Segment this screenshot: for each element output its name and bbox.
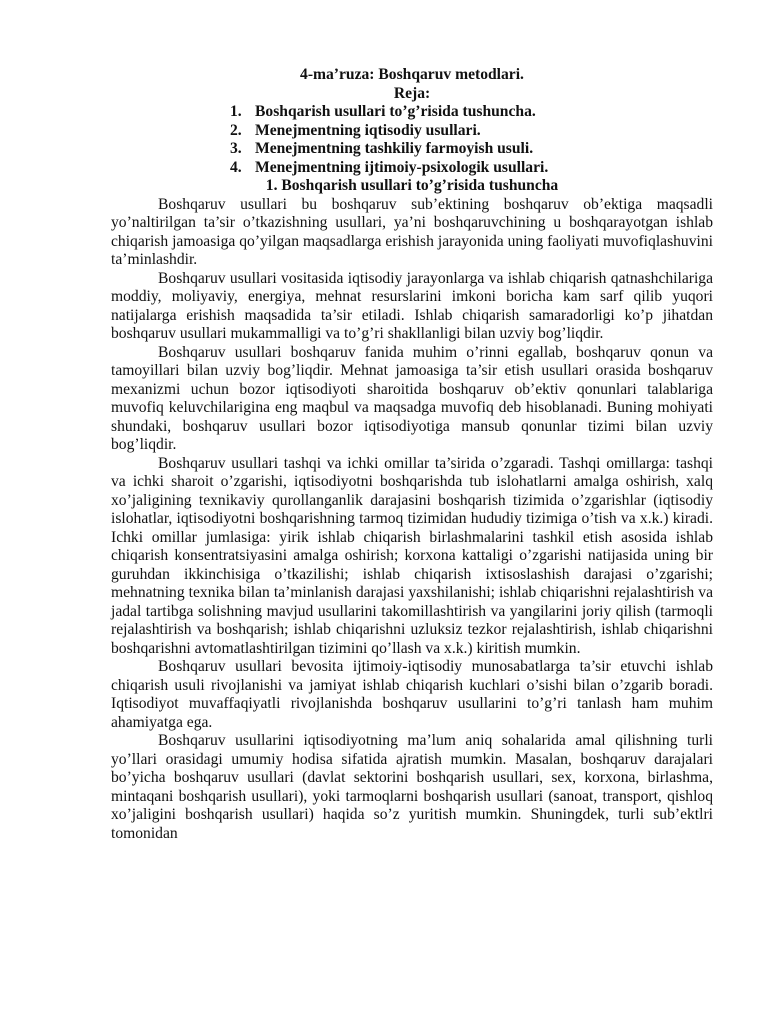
document-page	[111, 66, 713, 843]
paragraph: Boshqaruv usullari bevosita ijtimoiy-iqtisodiy munosabatlarga ta’sir etuvchi ishlab chiqarish usuli rivojlanishi va jamiyat ishlab chiqarish kuchlari o’sishi bilan o’zgarib boradi. Iqtisodiyot muvaffaqiyatli rivojlanishda boshqaruv usullarini to’g’ri tanlash ham muhim ahamiyatga ega.	[111, 658, 713, 731]
paragraph: Boshqaruv usullari boshqaruv fanida muhim o’rinni egallab, boshqaruv qonun va tamoyillari bilan uzviy bog’liqdir. Mehnat jamoasiga ta’sir etish usullari orasida boshqaruv mexanizmi uchun bozor iqtisodiyoti sharoitida boshqaruv ob’ektiv qonunlari talablariga muvofiq keluvchilarigina eng maqbul va maqsadga muvofiq deb hisoblanadi. Buning mohiyati shundaki, boshqaruv usullari bozor iqtisodiyotiga mansub qonunlar tizimi bilan uzviy bog’liqdir.	[111, 343, 713, 453]
plan-list	[111, 103, 713, 177]
section-heading: 1. Boshqarish usullari to’g’risida tushuncha	[265, 177, 559, 194]
plan-heading: Reja:	[393, 84, 431, 102]
plan-item	[230, 140, 713, 159]
plan-item-text: Menejmentning tashkiliy farmoyish usuli.	[255, 140, 534, 157]
plan-item-number: 1.	[230, 103, 242, 120]
plan-item-number: 2.	[230, 121, 242, 139]
paragraph: Boshqaruv usullarini iqtisodiyotning ma’lum aniq sohalarida amal qilishning turli yo’llari orasidagi umumiy hodisa sifatida ajratish mumkin. Masalan, boshqaruv darajalari bo’yicha boshqaruv usullari (davlat sektorini boshqarish usullari, sex, korxona, birlashma, mintaqani boshqarish usullari), yoki tarmoqlarni boshqarish usullari (sanoat, transport, qishloq xo’jaligini boshqarish usullari) haqida so’z yuritish mumkin. Shuningdek, turli sub’ektlri tomonidan	[111, 732, 713, 842]
paragraph: Boshqaruv usullari vositasida iqtisodiy jarayonlarga va ishlab chiqarish qatnashchilariga moddiy, moliyaviy, energiya, mehnat resurslarini imkoni boricha kam sarf qilib yuqori natijalarga erishish maqsadida ta’sir etiladi. Ishlab chiqarish samaradorligi ko’p jihatdan boshqaruv usullari mukammalligi va to’g’ri shakllanligi bilan uzviy bog’liqdir.	[111, 269, 713, 342]
paragraph: Boshqaruv usullari tashqi va ichki omillar ta’sirida o’zgaradi. Tashqi omillarga: tashqi va ichki sharoit o’zgarishi, iqtisodiyotni boshqarishda tub islohatlarni amalga oshirish, xalq xo’jaligining texnikaviy qurollanganlik darajasini boshqarish tizimida o’zgarishlar (iqtisodiy islohatlar, iqtisodiyotni boshqarishning tarmoq tizimidan hududiy tizimiga o’tish va x.k.) kiradi. Ichki omillar jumlasiga: yirik ishlab chiqarish birlashmalarini tashkil etish asosida ishlab chiqarish konsentratsiyasini amalga oshirish; korxona kattaligi o’zgarishi natijasida uning bir guruhdan ikkinchisiga o’tkazilishi; ishlab chiqarish ixtisoslashish darajasi o’zgarishi; mehnatning texnika bilan ta’minlanish darajasi yaxshilanishi; ishlab chiqarishni rejalashtirish va jadal tartibga solishning mavjud usullarini takomillashtirish va yangilarini joriy qilish (tarmoqli rejalashtirish va boshqarish; ishlab chiqarishni uzluksiz tezkor rejalashtirish, ishlab chiqarishni boshqarishni avtomatlashtirilgan tizimini qo’llash va x.k.) kiritish mumkin.	[111, 454, 713, 657]
plan-item-text: Boshqarish usullari to’g’risida tushuncha.	[255, 103, 536, 120]
plan-item	[230, 122, 713, 141]
plan-item-number: 4.	[230, 158, 242, 176]
paragraph: Boshqaruv usullari bu boshqaruv sub’ektining boshqaruv ob’ektiga maqsadli yo’naltirilgan ta’sir o’tkazishning usullari, ya’ni boshqaruvchining u boshqarayotgan ishlab chiqarish jamoasiga qo’yilgan maqsadlarga erishish jarayonida uning faoliyati muvofiqlashuvini ta’minlashdir.	[111, 195, 713, 268]
plan-item-text: Menejmentning iqtisodiy usullari.	[255, 121, 481, 139]
plan-item-text: Menejmentning ijtimoiy-psixologik usullari.	[255, 158, 549, 176]
plan-item-number: 3.	[230, 140, 242, 157]
plan-item	[230, 159, 713, 178]
document-title: 4-ma’ruza: Boshqaruv metodlari.	[300, 66, 524, 83]
plan-item	[230, 103, 713, 122]
